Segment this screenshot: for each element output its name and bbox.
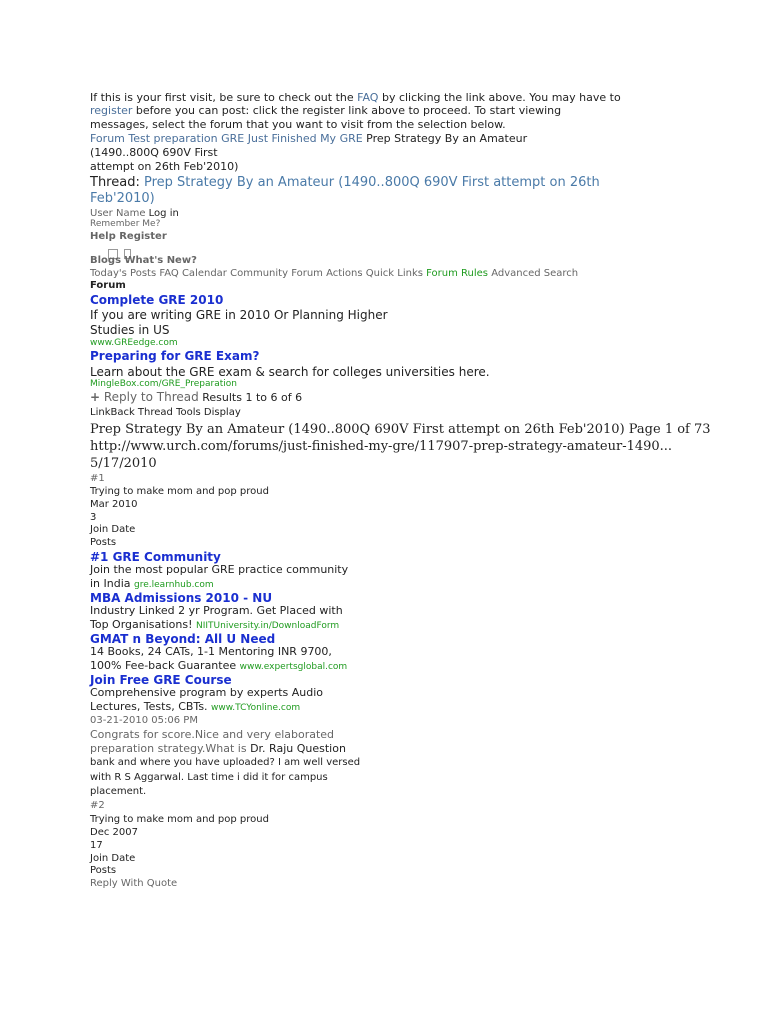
register-link-2[interactable]: Register — [119, 231, 167, 242]
calendar-link[interactable]: Calendar — [181, 268, 227, 279]
blogs-row — [90, 255, 197, 267]
forum-actions-link[interactable]: Forum Actions — [291, 268, 363, 279]
ad-text: in India — [90, 577, 135, 590]
post-text: placement. — [90, 786, 147, 797]
reply-row — [90, 390, 302, 405]
post-number[interactable]: #1 — [90, 473, 105, 484]
ad-title[interactable]: Preparing for GRE Exam? — [90, 349, 260, 363]
ad-title[interactable]: Complete GRE 2010 — [90, 293, 224, 307]
join-date-value: Mar 2010 — [90, 499, 138, 510]
post-number[interactable]: #2 — [90, 800, 105, 811]
ad-text: Top Organisations! — [90, 618, 196, 631]
post-text: Dr. Raju Question — [250, 742, 346, 755]
todays-posts-link[interactable]: Today's Posts — [90, 268, 157, 279]
page-url: http://www.urch.com/forums/just-finished-my-gre/117907-prep-strategy-amateur-1490... — [90, 439, 673, 454]
ad-title[interactable]: GMAT n Beyond: All U Need — [90, 632, 276, 646]
advanced-search-link[interactable]: Advanced Search — [491, 268, 579, 279]
faq-link[interactable]: FAQ — [357, 91, 379, 104]
help-link[interactable]: Help — [90, 231, 116, 242]
breadcrumb-gre[interactable]: GRE — [221, 132, 245, 145]
faq-nav-link[interactable]: FAQ — [159, 268, 179, 279]
ad-text: Studies in US — [90, 323, 170, 337]
breadcrumb-test-preparation[interactable]: Test preparation — [128, 132, 218, 145]
intro-line-3: messages, select the forum that you want to visit from the selection below. — [90, 118, 506, 131]
ad-url[interactable]: www.expertsglobal.com — [239, 662, 348, 672]
community-link[interactable]: Community — [230, 268, 288, 279]
ad-text: Learn about the GRE exam & search for colleges universities here. — [90, 365, 490, 379]
ad-title[interactable]: #1 GRE Community — [90, 550, 221, 564]
intro-text: by clicking the link above. You may have to — [378, 91, 621, 104]
user-tagline: Trying to make mom and pop proud — [90, 486, 269, 497]
ad-text: If you are writing GRE in 2010 Or Planning Higher — [90, 308, 388, 322]
intro-text: before you can post: click the register link above to proceed. To start viewing — [132, 104, 562, 117]
plus-icon: + — [90, 390, 101, 404]
page-date: 5/17/2010 — [90, 456, 157, 471]
post-text: preparation strategy.What is — [90, 742, 251, 755]
ad-url[interactable]: NIITUniversity.in/DownloadForm — [195, 621, 340, 631]
ad-text: Join the most popular GRE practice community — [90, 563, 349, 576]
breadcrumb-just-finished[interactable]: Just Finished My GRE — [247, 132, 363, 145]
register-link[interactable]: register — [90, 104, 133, 117]
ad-text-row — [90, 659, 347, 674]
post-text: with R S Aggarwal. Last time i did it for campus — [90, 772, 328, 783]
ad-text: 100% Fee-back Guarantee — [90, 659, 240, 672]
posts-label: Posts — [90, 865, 117, 876]
join-date-label: Join Date — [90, 853, 136, 864]
page-title: Prep Strategy By an Amateur (1490..800Q 690V First attempt on 26th Feb'2010) Page 1 of 73 — [90, 422, 711, 437]
intro-line-1 — [90, 91, 621, 104]
thread-heading — [90, 175, 600, 191]
ad-url[interactable]: MingleBox.com/GRE_Preparation — [90, 379, 237, 389]
posts-value: 3 — [90, 512, 97, 523]
join-date-label: Join Date — [90, 524, 136, 535]
posts-label: Posts — [90, 537, 117, 548]
thread-tools-row[interactable]: LinkBack Thread Tools Display — [90, 407, 241, 418]
quick-links-link[interactable]: Quick Links — [365, 268, 423, 279]
user-tagline: Trying to make mom and pop proud — [90, 814, 269, 825]
remember-me[interactable]: Remember Me? — [90, 219, 161, 229]
forum-label: Forum — [90, 280, 126, 291]
post-text-row — [90, 742, 346, 756]
reply-to-thread-button[interactable]: Reply to Thread — [100, 390, 199, 404]
join-date-value: Dec 2007 — [90, 827, 138, 838]
ad-title[interactable]: Join Free GRE Course — [90, 673, 232, 687]
thread-title-2[interactable]: Feb'2010) — [90, 191, 155, 206]
reply-with-quote-button[interactable]: Reply With Quote — [90, 878, 178, 889]
ad-url[interactable]: www.TCYonline.com — [211, 703, 301, 713]
ad-url[interactable]: www.GREedge.com — [90, 338, 178, 348]
post-text: bank and where you have uploaded? I am well versed — [90, 757, 361, 768]
ad-text-row — [90, 700, 300, 715]
breadcrumb-forum[interactable]: Forum — [90, 132, 125, 145]
breadcrumb-current: Prep Strategy By an Amateur — [362, 132, 528, 145]
forum-rules-link[interactable]: Forum Rules — [426, 268, 489, 279]
posts-value: 17 — [90, 840, 103, 851]
thread-title[interactable]: Prep Strategy By an Amateur (1490..800Q 690V First attempt on 26th — [143, 175, 600, 190]
post-text: Congrats for score.Nice and very elaborated — [90, 728, 335, 741]
thread-label: Thread: — [90, 175, 144, 190]
breadcrumb-current-3: attempt on 26th Feb'2010) — [90, 160, 239, 173]
ad-text: Comprehensive program by experts Audio — [90, 686, 324, 699]
whats-new-link[interactable]: What's New? — [124, 255, 197, 266]
ad-text: Industry Linked 2 yr Program. Get Placed with — [90, 604, 343, 617]
intro-line-2 — [90, 104, 561, 117]
ad-text-row — [90, 618, 339, 633]
ad-text: 14 Books, 24 CATs, 1-1 Mentoring INR 9700, — [90, 645, 332, 658]
checkbox-row — [108, 243, 137, 253]
breadcrumb — [90, 132, 527, 145]
ad-url[interactable]: gre.learnhub.com — [134, 580, 214, 590]
post-datetime: 03-21-2010 05:06 PM — [90, 715, 198, 726]
help-register-row — [90, 231, 167, 243]
ad-text: Lectures, Tests, CBTs. — [90, 700, 212, 713]
intro-text: If this is your first visit, be sure to check out the — [90, 91, 358, 104]
results-count: Results 1 to 6 of 6 — [198, 391, 303, 404]
ad-title[interactable]: MBA Admissions 2010 - NU — [90, 591, 273, 605]
ad-text-row — [90, 577, 214, 592]
nav-row — [90, 268, 578, 280]
breadcrumb-current-2: (1490..800Q 690V First — [90, 146, 218, 159]
user-name-label: User Name — [90, 208, 146, 219]
login-link[interactable]: Log in — [145, 208, 179, 219]
blogs-link[interactable]: Blogs — [90, 255, 122, 266]
